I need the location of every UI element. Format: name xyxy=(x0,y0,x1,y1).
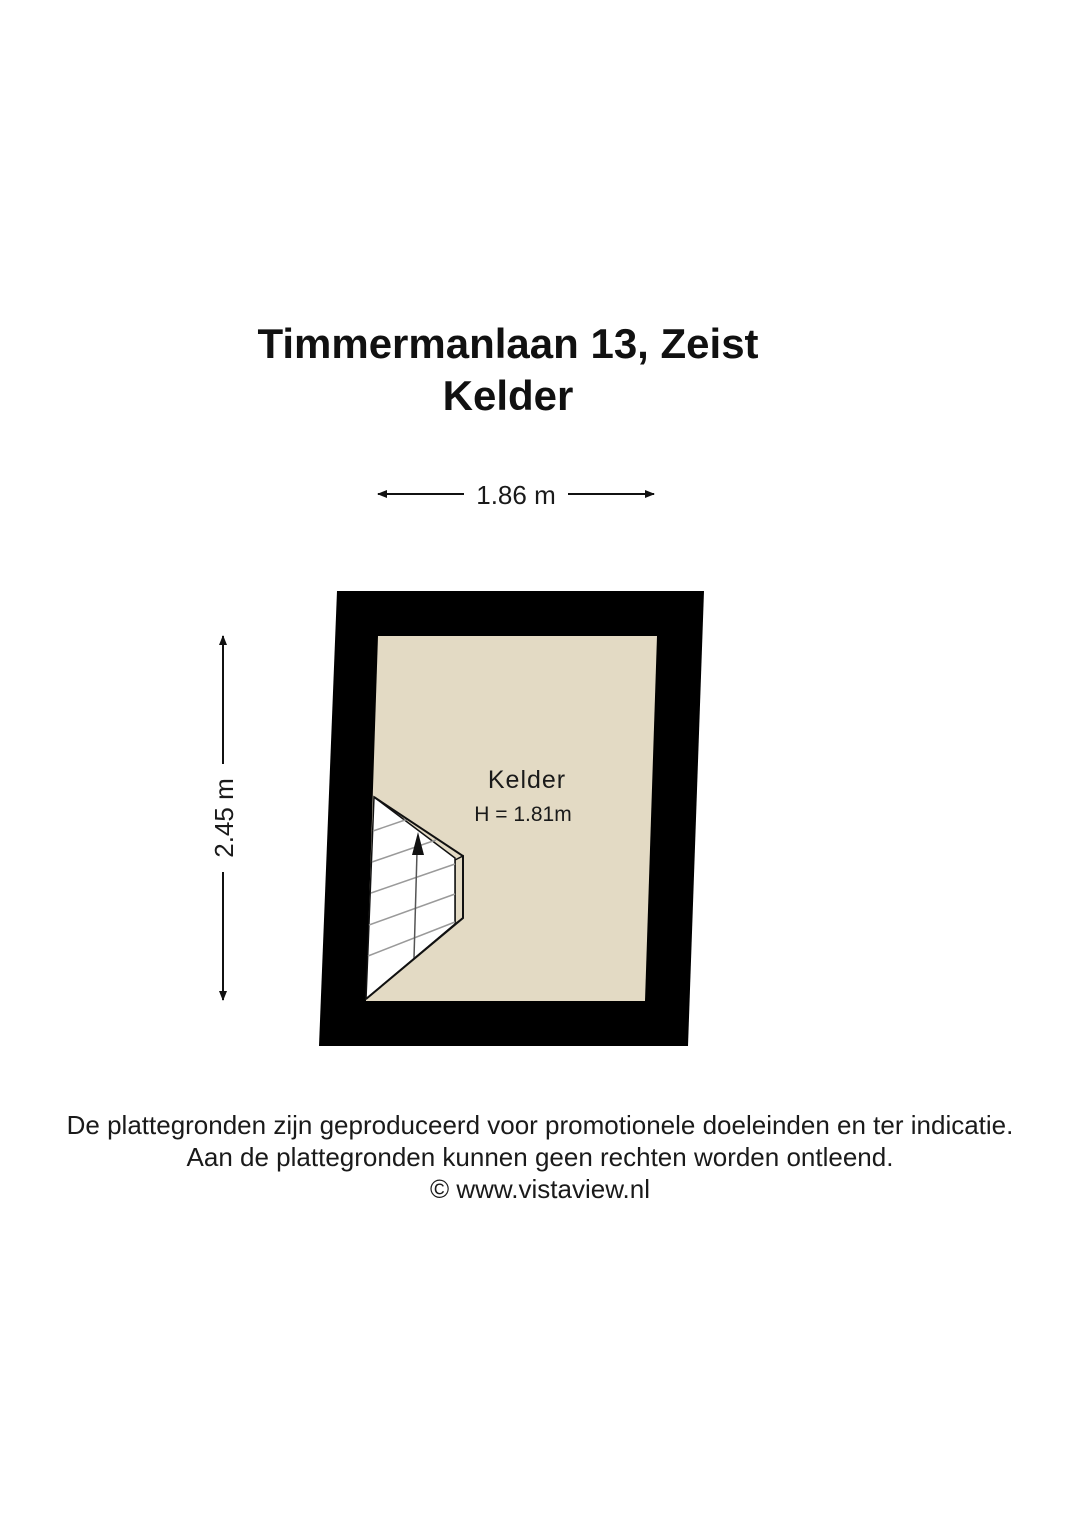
stair-side xyxy=(455,856,463,924)
room-height: H = 1.81m xyxy=(474,803,572,826)
page-title: Timmermanlaan 13, Zeist xyxy=(257,320,759,367)
room-name: Kelder xyxy=(487,766,567,794)
width-dimension xyxy=(378,480,654,510)
copyright-line: © www.vistaview.nl xyxy=(430,1174,650,1204)
height-dimension-label: 2.45 m xyxy=(209,778,239,858)
disclaimer-line-2: Aan de plattegronden kunnen geen rechten worden ontleend. xyxy=(186,1142,894,1172)
width-dimension-label: 1.86 m xyxy=(476,480,556,510)
floor-name: Kelder xyxy=(442,372,574,419)
height-dimension xyxy=(209,636,239,1000)
disclaimer-line-1: De plattegronden zijn geproduceerd voor promotionele doeleinden en ter indicatie. xyxy=(66,1110,1014,1140)
